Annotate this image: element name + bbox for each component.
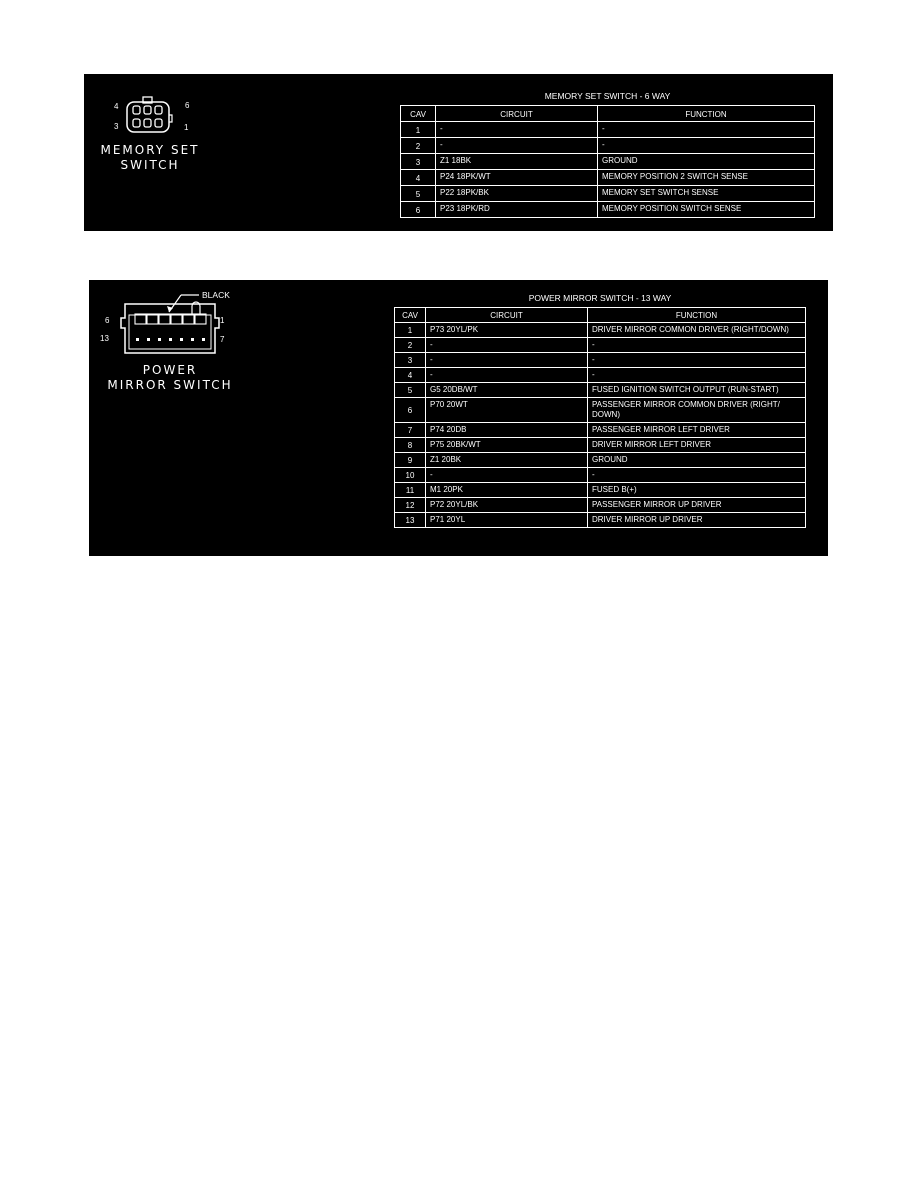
function-cell: - [598,138,815,154]
pin-label-13: 13 [100,334,109,343]
pin-label-6: 6 [185,101,190,110]
header-circuit: CIRCUIT [426,308,588,323]
table-row [395,498,806,513]
function-cell: DRIVER MIRROR COMMON DRIVER (RIGHT/DOWN) [588,323,806,338]
table-title: MEMORY SET SWITCH - 6 WAY [544,91,671,101]
pin-label-7: 7 [220,335,225,344]
function-cell: - [588,353,806,368]
table-row [401,122,815,138]
connector-name-line2: SWITCH [120,158,180,172]
function-cell: - [588,338,806,353]
table-row [395,383,806,398]
table-row [395,398,806,423]
circuit-cell: P74 20DB [426,423,588,438]
table-row [395,323,806,338]
cav-cell: 4 [401,170,436,186]
power-mirror-connector-icon [113,286,273,361]
circuit-cell: - [426,368,588,383]
function-cell: MEMORY POSITION SWITCH SENSE [598,202,815,218]
header-circuit: CIRCUIT [436,106,598,122]
color-callout: BLACK [202,290,230,300]
table-row [395,368,806,383]
table-row [395,513,806,528]
connector-name [98,143,202,173]
circuit-cell: P72 20YL/BK [426,498,588,513]
pinout-table [400,105,815,218]
table-row [395,483,806,498]
cav-cell: 6 [395,398,426,423]
cav-cell: 13 [395,513,426,528]
function-cell: - [598,122,815,138]
header-cav: CAV [395,308,426,323]
table-row [395,453,806,468]
table-row [401,186,815,202]
circuit-cell: Z1 20BK [426,453,588,468]
table-row [401,202,815,218]
circuit-cell: G5 20DB/WT [426,383,588,398]
function-cell: MEMORY POSITION 2 SWITCH SENSE [598,170,815,186]
connector-name-line1: POWER [142,363,198,377]
power-mirror-switch-panel [89,280,828,556]
memory-set-connector-icon [122,96,192,136]
table-row [401,154,815,170]
cav-cell: 10 [395,468,426,483]
table-row [401,170,815,186]
cav-cell: 1 [401,122,436,138]
table-row [395,353,806,368]
header-cav: CAV [401,106,436,122]
function-cell: - [588,368,806,383]
circuit-cell: Z1 18BK [436,154,598,170]
circuit-cell: P73 20YL/PK [426,323,588,338]
circuit-cell: P75 20BK/WT [426,438,588,453]
header-function: FUNCTION [598,106,815,122]
cav-cell: 8 [395,438,426,453]
circuit-cell: M1 20PK [426,483,588,498]
pin-label-4: 4 [114,102,119,111]
table-row [395,423,806,438]
memory-set-switch-panel [84,74,833,231]
function-cell: FUSED IGNITION SWITCH OUTPUT (RUN-START) [588,383,806,398]
function-cell: GROUND [588,453,806,468]
circuit-cell: - [436,138,598,154]
function-cell: DRIVER MIRROR UP DRIVER [588,513,806,528]
circuit-cell: - [436,122,598,138]
cav-cell: 5 [401,186,436,202]
function-cell: DRIVER MIRROR LEFT DRIVER [588,438,806,453]
cav-cell: 11 [395,483,426,498]
circuit-cell: - [426,353,588,368]
table-row [395,438,806,453]
function-cell: GROUND [598,154,815,170]
circuit-cell: - [426,468,588,483]
circuit-cell: P22 18PK/BK [436,186,598,202]
cav-cell: 7 [395,423,426,438]
cav-cell: 9 [395,453,426,468]
table-row [401,138,815,154]
table-title: POWER MIRROR SWITCH - 13 WAY [528,293,672,303]
circuit-cell: P70 20WT [426,398,588,423]
cav-cell: 4 [395,368,426,383]
function-cell: PASSENGER MIRROR UP DRIVER [588,498,806,513]
cav-cell: 12 [395,498,426,513]
connector-name-line2: MIRROR SWITCH [107,378,233,392]
cav-cell: 5 [395,383,426,398]
function-cell: PASSENGER MIRROR LEFT DRIVER [588,423,806,438]
cav-cell: 2 [395,338,426,353]
cav-cell: 2 [401,138,436,154]
pin-label-3: 3 [114,122,119,131]
table-header-row [401,106,815,122]
circuit-cell: P71 20YL [426,513,588,528]
connector-name-line1: MEMORY SET [100,143,200,157]
function-cell: PASSENGER MIRROR COMMON DRIVER (RIGHT/ DOWN) [588,398,806,423]
table-row [395,468,806,483]
header-function: FUNCTION [588,308,806,323]
function-cell: - [588,468,806,483]
table-header-row [395,308,806,323]
function-cell: FUSED B(+) [588,483,806,498]
connector-name [103,363,237,393]
circuit-cell: P23 18PK/RD [436,202,598,218]
circuit-cell: P24 18PK/WT [436,170,598,186]
pin-label-1: 1 [184,123,189,132]
cav-cell: 3 [395,353,426,368]
cav-cell: 3 [401,154,436,170]
function-cell: MEMORY SET SWITCH SENSE [598,186,815,202]
circuit-cell: - [426,338,588,353]
pinout-table [394,307,806,528]
cav-cell: 6 [401,202,436,218]
cav-cell: 1 [395,323,426,338]
pin-label-1: 1 [220,316,225,325]
table-row [395,338,806,353]
pin-label-6: 6 [105,316,110,325]
